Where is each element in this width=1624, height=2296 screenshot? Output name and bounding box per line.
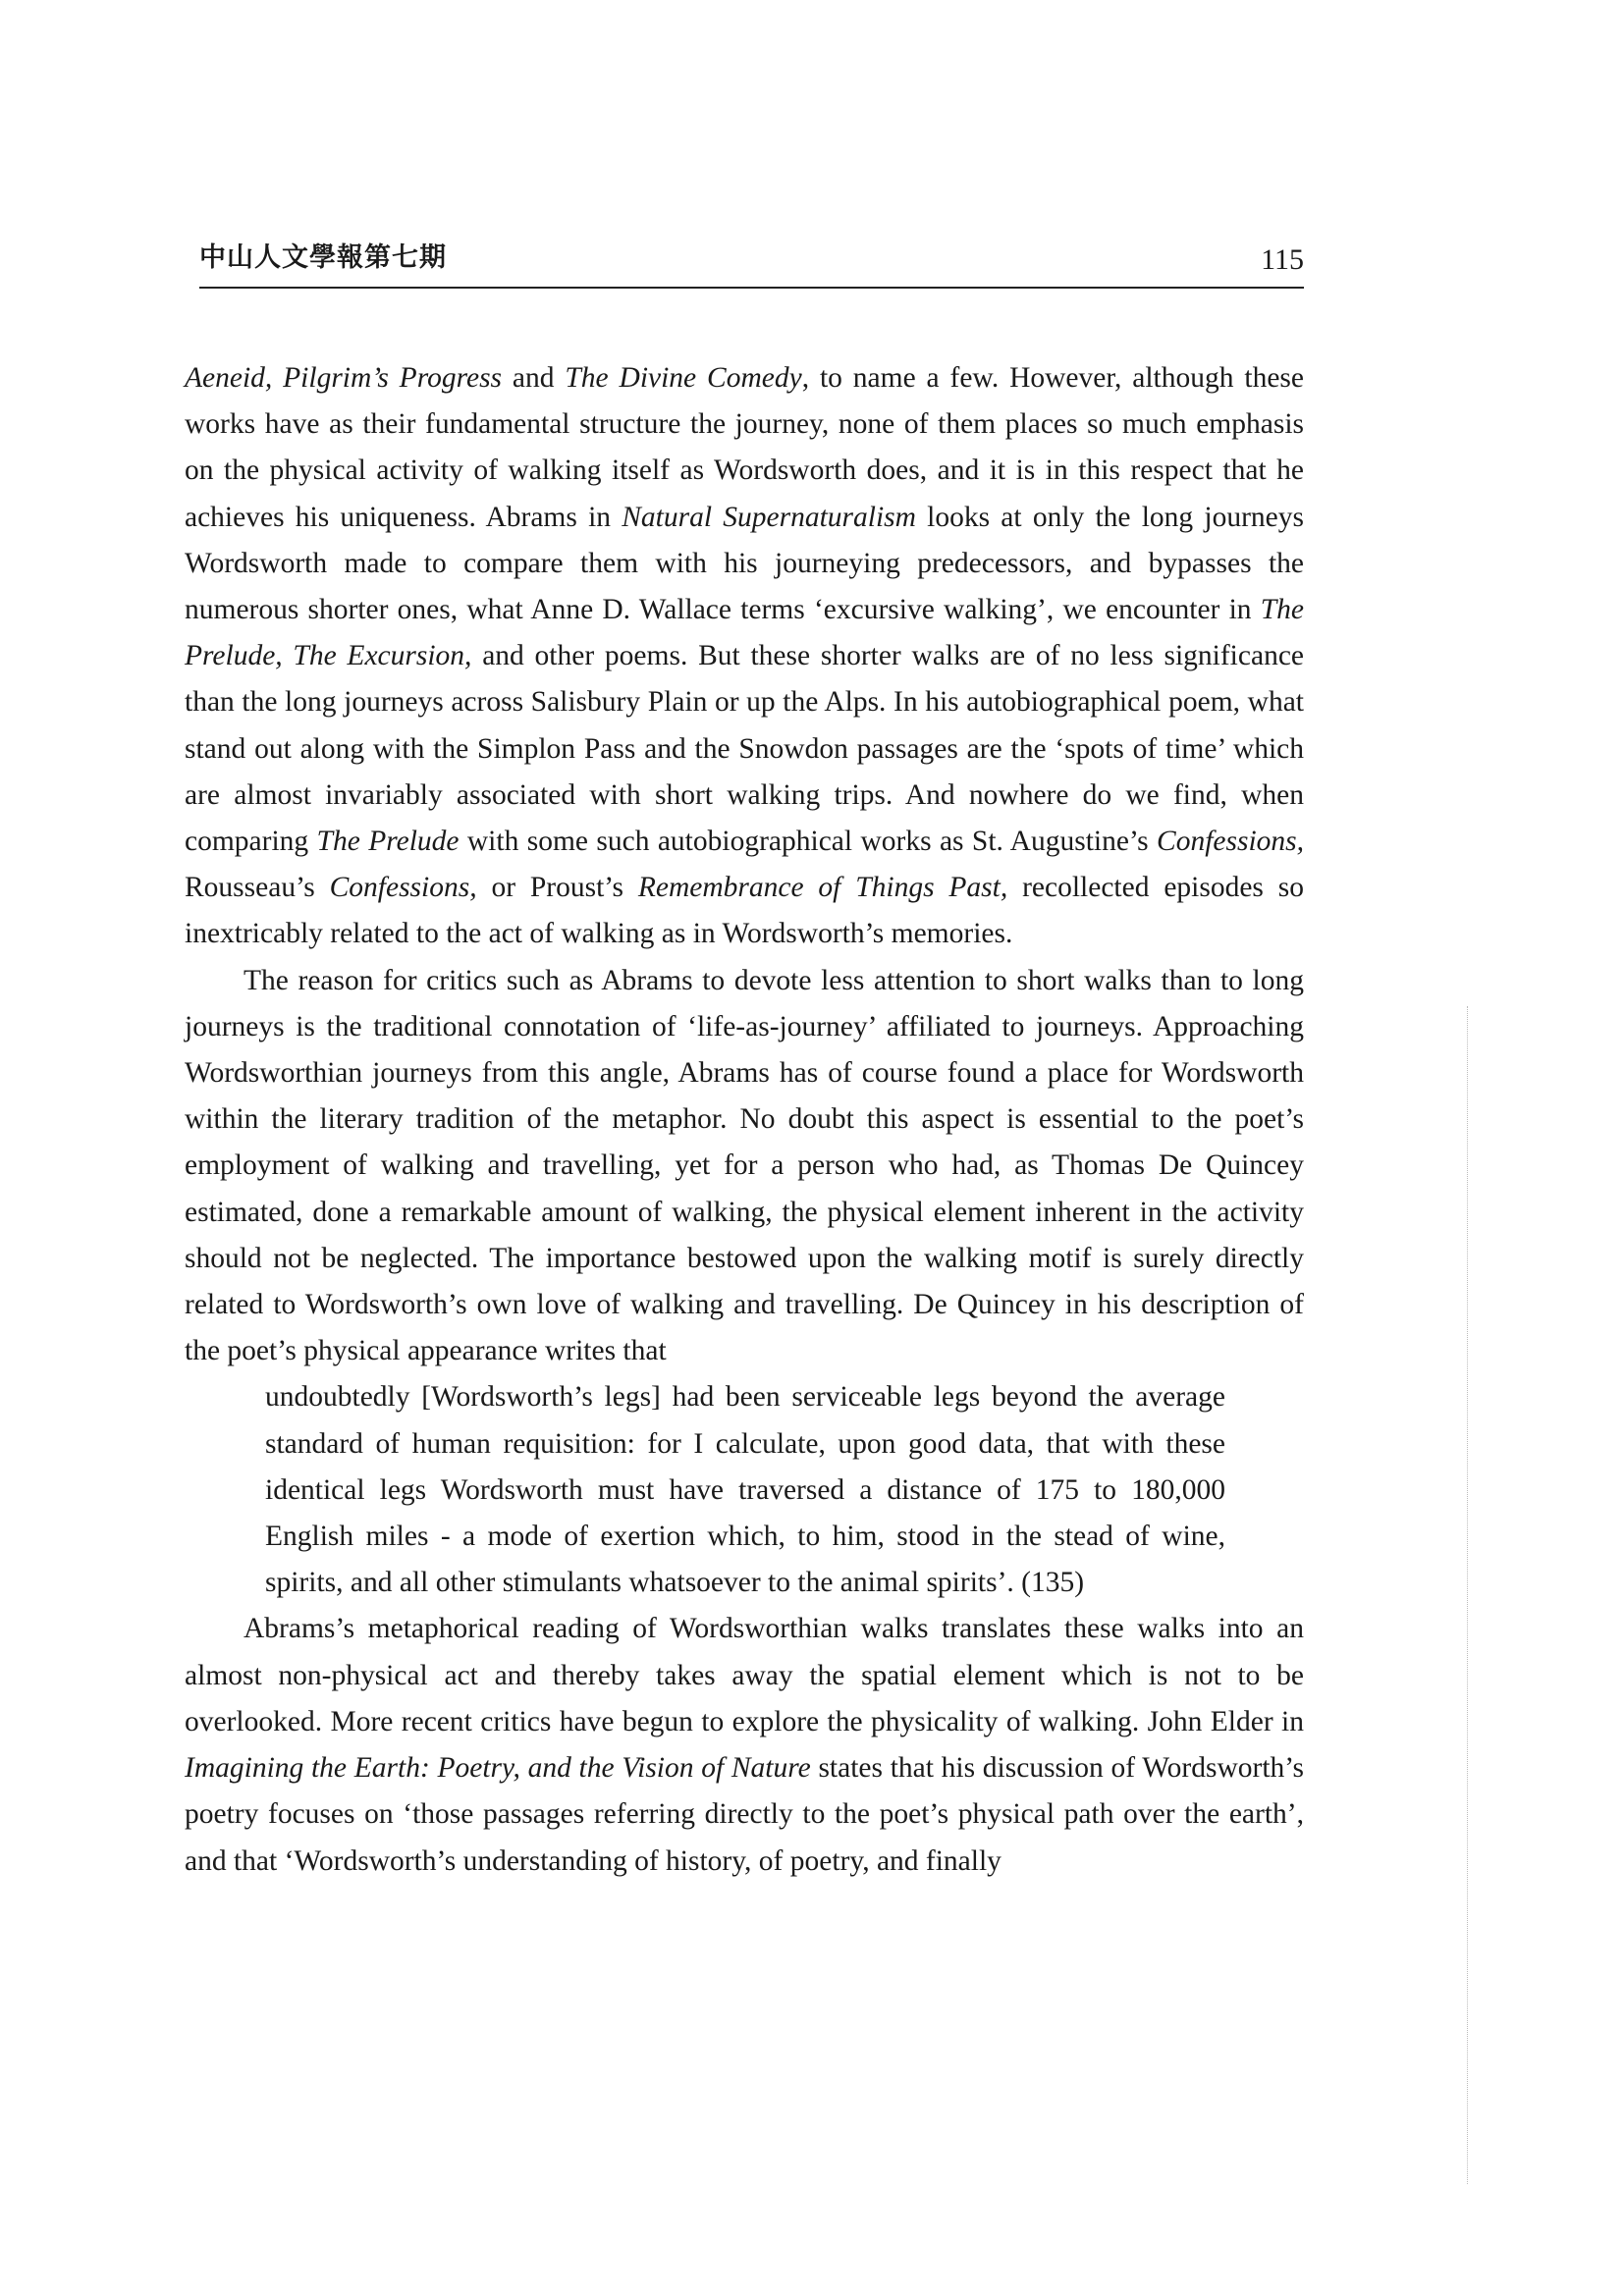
body-text-run: Abrams’s metaphorical reading of Wordsworthian walks translates these walks into an almost non-physical act and thereby takes away the spatial element which is not to be overlooked. More recent critics have begun to explore the physicality of walking. John Elder in — [185, 1613, 1304, 1737]
italic-title-text: Aeneid, Pilgrim’s Progress — [185, 362, 503, 394]
body-text-run: The reason for critics such as Abrams to devote less attention to short walks than to long journeys is the traditional connotation of ‘life-as-journey’ affiliated to journeys. Approaching Wordsworthian journeys from this angle, Abrams has of course found a place for Wordsworth within the literary tradition of the metaphor. No doubt this aspect is essential to the poet’s employment of walking and travelling, yet for a person who had, as Thomas De Quincey estimated, done a remarkable amount of walking, the physical element inherent in the activity should not be neglected. The importance bestowed upon the walking motif is surely directly related to Wordsworth’s own love of walking and travelling. De Quincey in his description of the poet’s physical appearance writes that — [185, 964, 1304, 1367]
paragraph-3 — [185, 1606, 1304, 1884]
body-text-run: , to name a few. However, although these works have as their fundamental structure the journey, none of them places so much emphasis on the physical activity of walking itself as Wordsworth does, and it is in this respect that he achieves his uniqueness. Abrams in — [185, 362, 1304, 533]
body-text-run: recollected episodes so inextricably related to the act of walking as in Wordsworth’s memories. — [185, 872, 1305, 950]
body-text-run: looks at only the long journeys Wordsworth made to compare them with his journeying predecessors, and bypasses the numerous shorter ones, what Anne D. Wallace terms ‘excursive walking’, we encounter in — [185, 501, 1304, 626]
italic-title-text: Confessions, — [329, 872, 477, 904]
body-text-run: and other poems. But these shorter walks are of no less significance than the long journeys across Salisbury Plain or up the Alps. In his autobiographical poem, what stand out along with the Simplon Pass and the Snowdon passages are the ‘spots of time’ which are almost invariably associated with short walking trips. And nowhere do we find, when comparing — [185, 640, 1305, 858]
italic-title-text: Natural Supernaturalism — [622, 501, 916, 533]
body-text-run: or Proust’s — [476, 872, 638, 904]
page-number: 115 — [1261, 243, 1304, 276]
scan-edge-line — [1467, 1006, 1468, 2184]
body-text-run: undoubtedly [Wordsworth’s legs] had been serviceable legs beyond the average standard of human requisition: for I calculate, upon good data, that with these identical legs Wordsworth must have traversed a distance of 175 to 180,000 English miles - a mode of exertion which, to him, stood in the stead of wine, spirits, and all other stimulants whatsoever to the animal spirits’. (135) — [265, 1381, 1225, 1599]
italic-title-text: Remembrance of Things Past, — [637, 872, 1008, 904]
paragraph-2 — [185, 958, 1304, 1375]
journal-title: 中山人文學報第七期 — [199, 242, 447, 273]
running-header — [199, 234, 1304, 289]
italic-title-text: The Prelude — [316, 826, 460, 858]
body-text-run: states that his discussion of Wordsworth’s poetry focuses on ‘those passages referring directly to the poet’s physical path over the earth’, and that ‘Wordsworth’s understanding of history, of poetry, and finally — [185, 1752, 1304, 1877]
article-body — [185, 355, 1304, 1885]
body-text-run: with some such autobiographical works as St. Augustine’s — [459, 826, 1158, 858]
italic-title-text: Confessions, — [1157, 826, 1304, 858]
paragraph-1 — [185, 355, 1304, 958]
body-text-run: and — [502, 362, 566, 394]
italic-title-text: The Prelude, The Excursion, — [185, 594, 1304, 672]
italic-title-text: Imagining the Earth: Poetry, and the Vision of Nature — [185, 1752, 811, 1785]
body-text-run: Rousseau’s — [185, 872, 330, 904]
block-quote — [265, 1374, 1225, 1606]
italic-title-text: The Divine Comedy — [565, 362, 802, 394]
